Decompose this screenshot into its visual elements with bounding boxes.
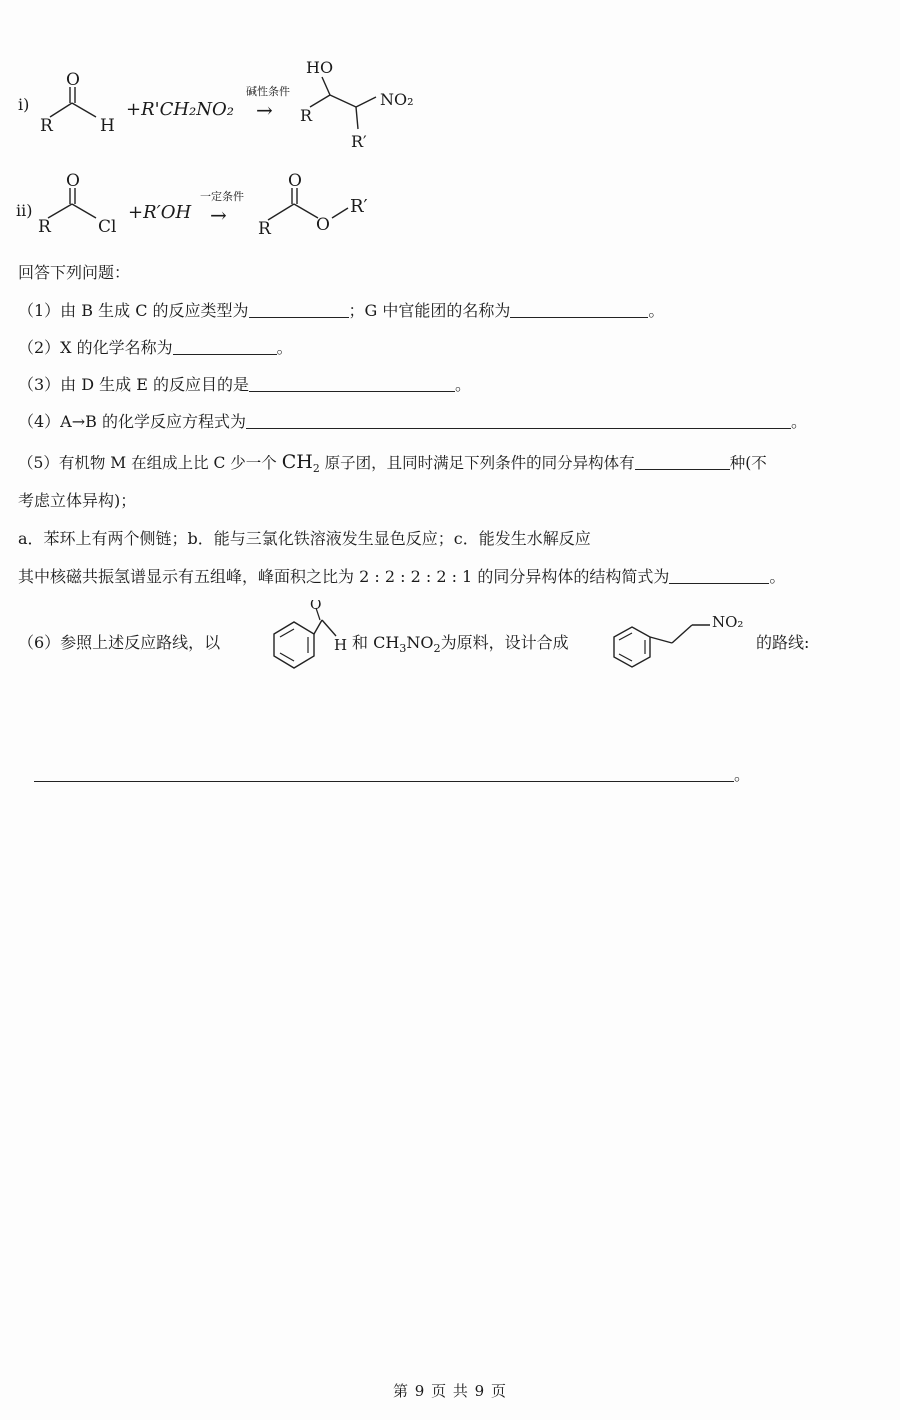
q4-answer-blank[interactable]: [246, 412, 791, 429]
benzaldehyde-structure: [252, 600, 352, 680]
bond: [294, 204, 318, 218]
q6-text-c: NO: [406, 633, 434, 652]
bond: [310, 95, 330, 107]
q6-text-e: 的路线:: [756, 633, 810, 652]
bond: [330, 95, 356, 107]
bond: [268, 204, 294, 220]
benzaldehyde-drawing: [252, 600, 352, 680]
bond: [356, 107, 358, 129]
atom-H: H: [100, 116, 115, 136]
page-footer: 第 9 页 共 9 页: [393, 1382, 507, 1400]
q2-text-b: 。: [276, 338, 293, 357]
reaction-arrow: →: [256, 98, 273, 122]
question-3: [18, 374, 471, 396]
q4-text-a: （4）A→B 的化学反应方程式为: [18, 412, 246, 431]
atom-NO2: NO₂: [712, 613, 744, 631]
atom-H: H: [334, 636, 348, 654]
q3-text-b: 。: [455, 375, 472, 394]
reaction-condition: 碱性条件: [246, 85, 290, 98]
bond: [672, 625, 692, 643]
atom-O: O: [66, 70, 80, 90]
atom-Cl: Cl: [98, 217, 117, 237]
bond: [314, 620, 322, 634]
q6-text-d: 为原料，设计合成: [440, 633, 569, 652]
bond: [322, 620, 336, 636]
q2-text-a: （2）X 的化学名称为: [18, 338, 173, 357]
reaction-condition: 一定条件: [200, 190, 244, 203]
q3-text-a: （3）由 D 生成 E 的反应目的是: [18, 375, 250, 394]
scheme-i-label: i): [18, 95, 30, 114]
reagent-text: +R'CH₂NO₂: [126, 99, 234, 120]
q5-line-2: 考虑立体异构)；: [18, 491, 137, 510]
q6-text-end: 。: [734, 765, 751, 784]
atom-Rprime: R′: [351, 132, 367, 151]
target-product-structure: [606, 605, 756, 680]
scheme-i: [0, 55, 900, 155]
q5-formula-ch: CH: [281, 451, 313, 473]
bond: [72, 103, 96, 117]
q5-nmr-end: 。: [769, 567, 786, 586]
q6-sub-2: 2: [433, 642, 441, 655]
q6-answer-blank[interactable]: [34, 765, 734, 782]
atom-Rprime: R′: [350, 196, 368, 217]
q1-answer-blank-2[interactable]: [510, 301, 648, 318]
q2-answer-blank[interactable]: [173, 338, 277, 355]
double-bond: [619, 633, 632, 640]
q1-text-a: （1）由 B 生成 C 的反应类型为: [18, 301, 249, 320]
target-product-drawing: [606, 605, 756, 680]
watermark: [251, 645, 629, 935]
atom-R: R: [300, 106, 313, 125]
q3-answer-blank[interactable]: [249, 375, 455, 392]
atom-O: O: [66, 171, 80, 191]
atom-O: O: [310, 600, 322, 613]
q4-text-b: 。: [791, 412, 808, 431]
q5-text-c: 种(不: [729, 454, 767, 472]
double-bond: [280, 629, 294, 637]
q6-text-b: 和 CH: [352, 633, 400, 652]
scheme-ii-drawing: [0, 168, 900, 248]
reagent-text: +R′OH: [128, 202, 192, 223]
atom-R: R: [40, 116, 53, 136]
atom-R: R: [258, 219, 271, 239]
scheme-ii-label: ii): [16, 201, 33, 220]
question-1: [18, 300, 664, 322]
question-5: [18, 451, 767, 480]
atom-R: R: [38, 217, 51, 237]
atom-O-ester: O: [316, 215, 330, 235]
q5-nmr-text: 其中核磁共振氢谱显示有五组峰，峰面积之比为 2 : 2 : 2 : 2 : 1 的同分异构体的结构简式为: [18, 567, 670, 586]
q6-answer-line: [34, 764, 750, 786]
q1-answer-blank-1[interactable]: [249, 301, 349, 318]
scheme-ii: [0, 168, 900, 248]
q5-conditions: a．苯环上有两个侧链；b．能与三氯化铁溶液发生显色反应；c．能发生水解反应: [18, 529, 591, 548]
double-bond: [619, 654, 632, 661]
q5-formula-sub: 2: [312, 462, 320, 475]
bond: [332, 208, 348, 218]
reaction-arrow: →: [210, 203, 227, 227]
q5-nmr: [18, 566, 785, 588]
q1-text-b: ；G 中官能团的名称为: [348, 301, 511, 320]
question-2: [18, 337, 293, 359]
atom-O: O: [288, 171, 302, 191]
bond: [50, 103, 72, 117]
bond: [356, 97, 376, 107]
scheme-i-drawing: [0, 55, 900, 155]
double-bond: [280, 653, 294, 661]
atom-HO: HO: [306, 58, 334, 77]
q6-sub-3: 3: [399, 642, 407, 655]
bond: [48, 204, 72, 218]
q5-text-b: 原子团，且同时满足下列条件的同分异构体有: [319, 454, 635, 472]
q5-text-a: （5）有机物 M 在组成上比 C 少一个: [18, 454, 282, 472]
q6-reagents: [352, 632, 569, 660]
intro-text: 回答下列问题：: [18, 263, 131, 282]
q5-answer-blank-structure[interactable]: [669, 567, 769, 584]
q6-text-a: （6）参照上述反应路线，以: [18, 633, 221, 652]
bond: [322, 77, 330, 95]
bond: [650, 637, 672, 643]
atom-NO2: NO₂: [380, 90, 414, 109]
question-4: [18, 411, 807, 433]
bond: [72, 204, 96, 218]
q1-text-c: 。: [648, 301, 665, 320]
q5-answer-blank-count[interactable]: [635, 453, 730, 470]
